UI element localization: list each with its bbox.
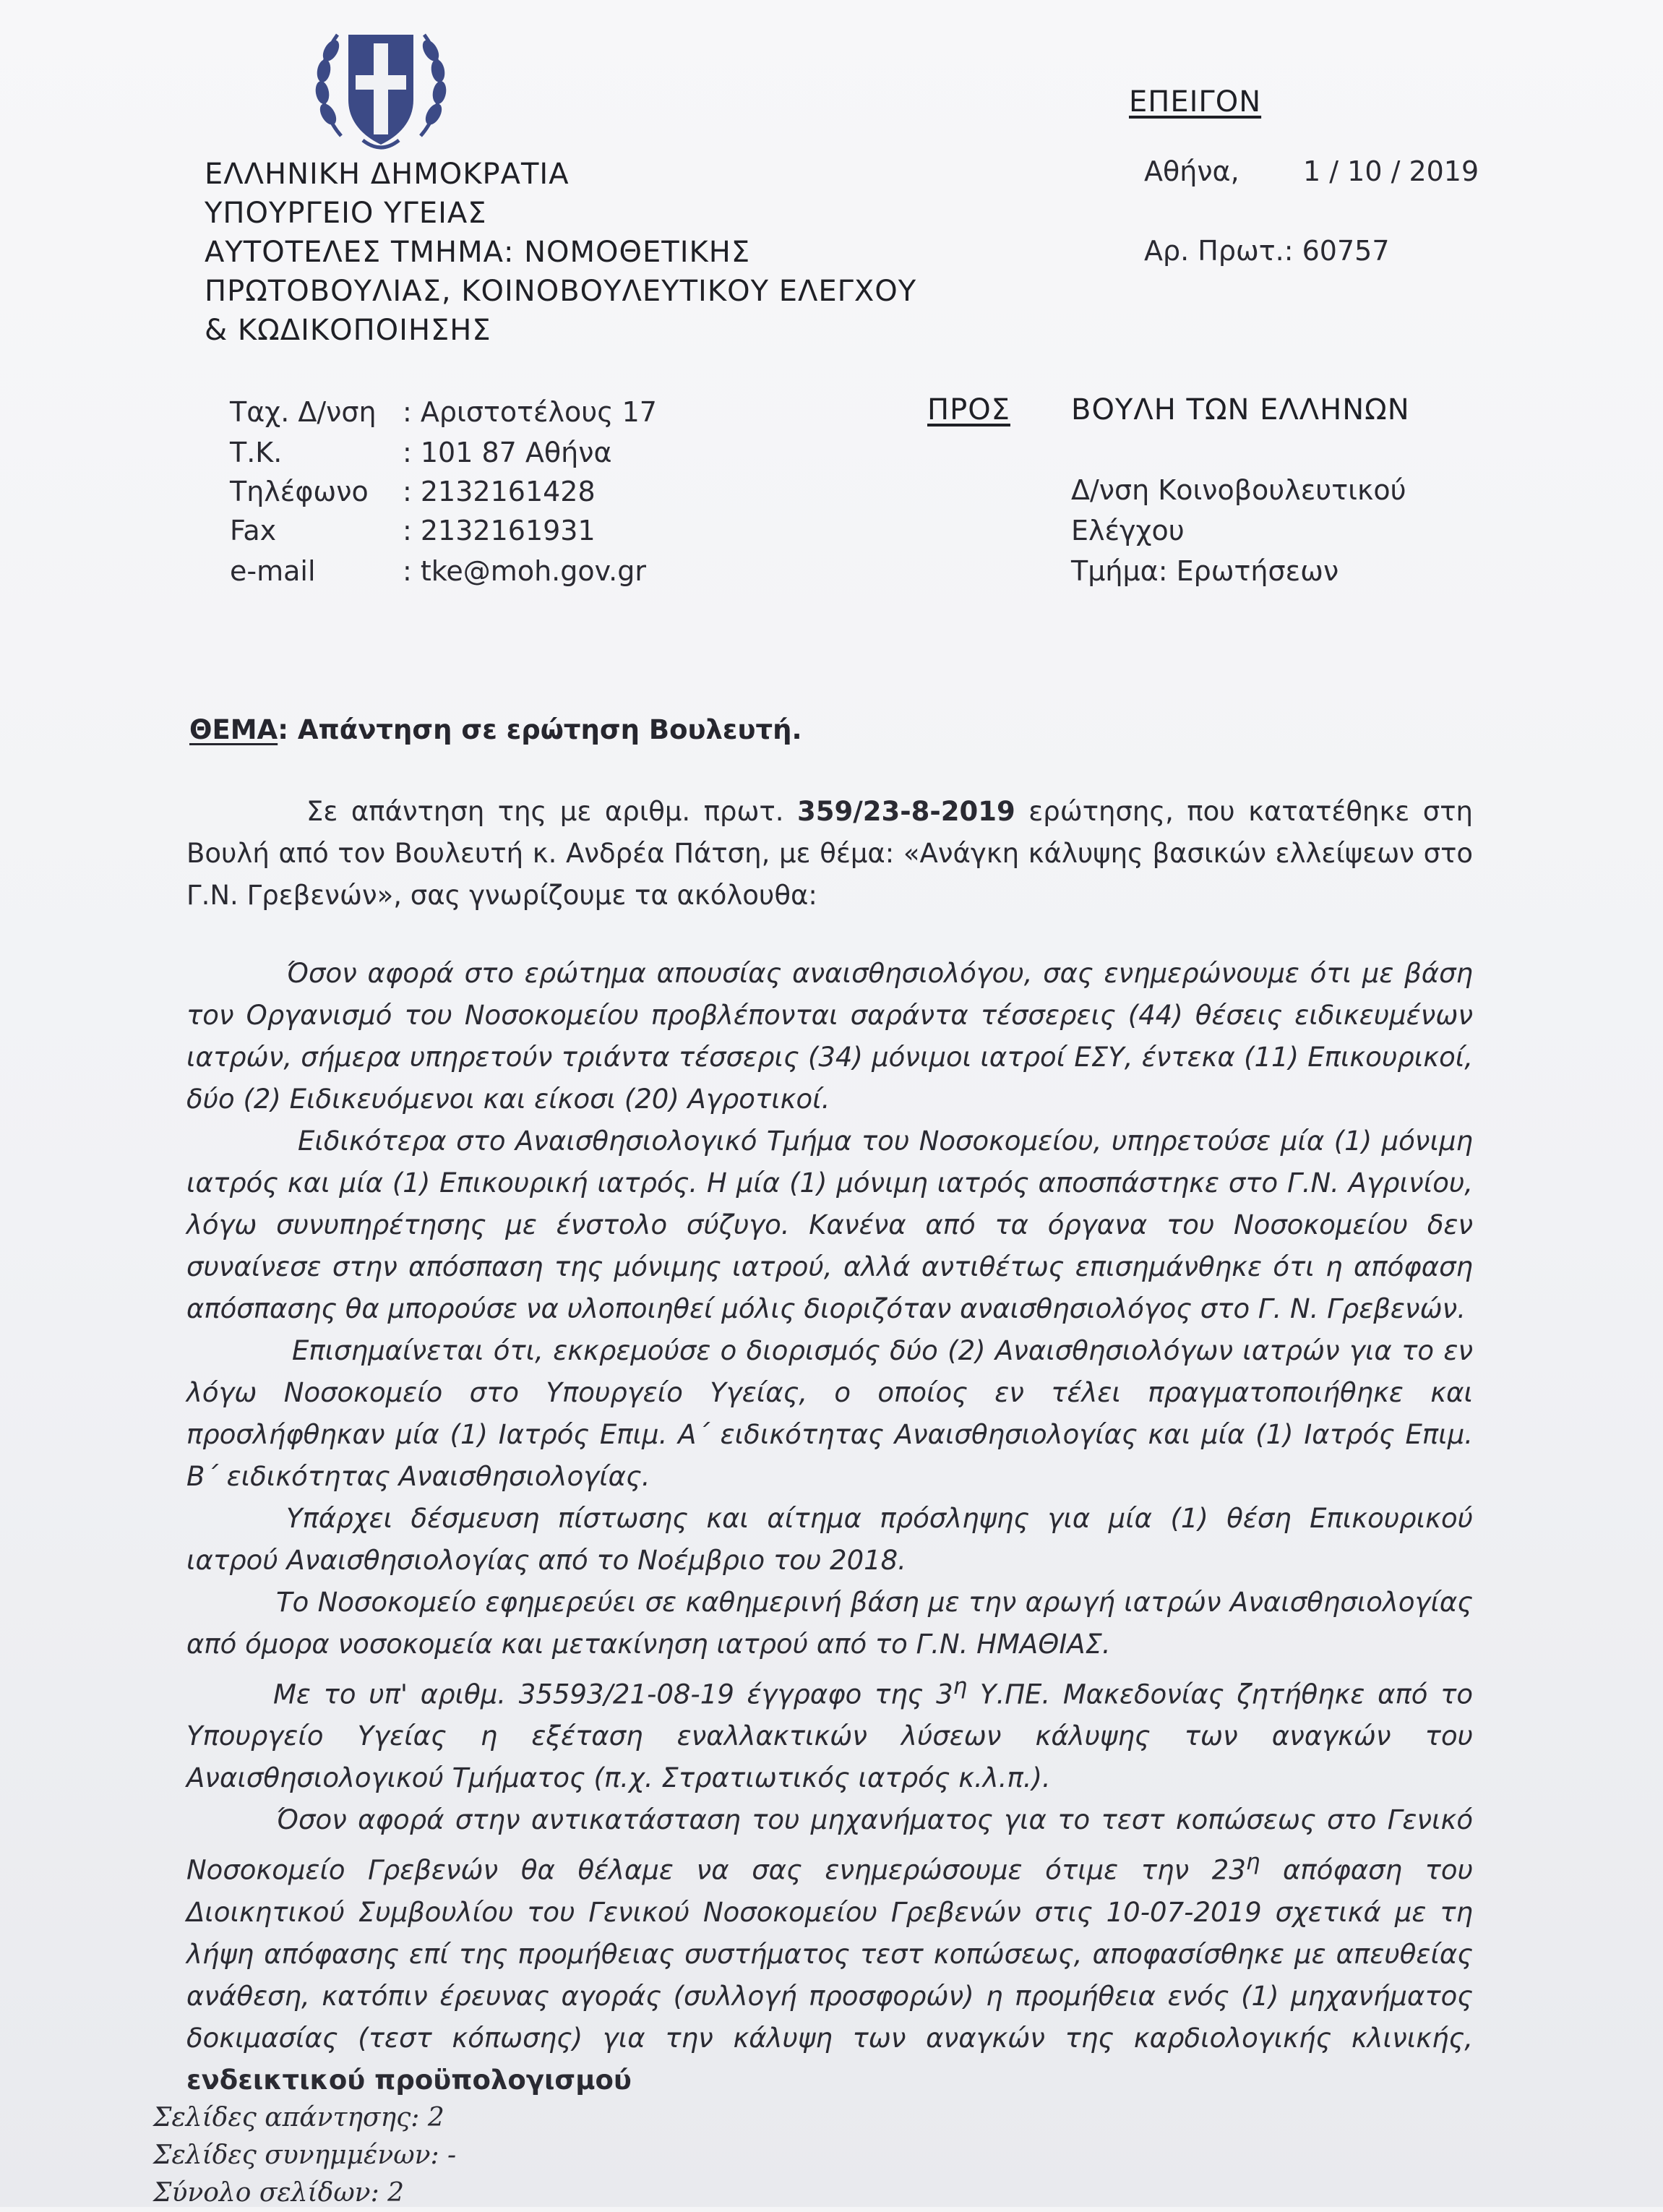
org-line-3: ΑΥΤΟΤΕΛΕΣ ΤΜΗΜΑ: ΝΟΜΟΘΕΤΙΚΗΣ <box>205 236 751 269</box>
answer-pages: Σελίδες απάντησης: 2 <box>153 2103 444 2132</box>
urgent-label: ΕΠΕΙΓΟΝ <box>1129 85 1262 119</box>
protocol-number: Αρ. Πρωτ.: 60757 <box>1144 235 1390 267</box>
intro-paragraph <box>186 791 1473 917</box>
intro-text-b: ερώτησης, που κατατέθηκε στη Βουλή από τον Βουλευτή κ. Ανδρέα Πάτση, με θέμα: «Ανάγκη κάλυψης βασικών ελλείψεων στο Γ.Ν. Γρεβενών», σας γνωρίζουμε τα ακόλουθα: <box>186 796 1473 911</box>
paragraph-4: Υπάρχει δέσμευση πίστωσης και αίτημα πρόσληψης για μία (1) θέση Επικουρικού ιατρού Αναισθησιολογίας από το Νοέμβριο του 2018. <box>186 1503 1473 1576</box>
fax-label: Fax <box>230 515 277 546</box>
paragraph-7 <box>186 1799 1473 2101</box>
intro-reference: 359/23-8-2019 <box>797 796 1015 827</box>
recipient-name: ΒΟΥΛΗ ΤΩΝ ΕΛΛΗΝΩΝ <box>1071 393 1410 426</box>
main-body <box>186 953 1473 2101</box>
city-label: Αθήνα, <box>1144 155 1239 187</box>
paragraph-1: Όσον αφορά στο ερώτημα απουσίας αναισθησιολόγου, σας ενημερώνουμε ότι με βάση τον Οργανισμό του Νοσοκομείου προβλέπονται σαράντα τέσσερεις (44) θέσεις ειδικευμένων ιατρών, σήμερα υπηρετούν τριάντα τέσσερις (34) μόνιμοι ιατροί ΕΣΥ, έντεκα (11) Επικουρικοί, δύο (2) Ειδικευόμενοι και είκοσι (20) Αγροτικοί. <box>186 958 1473 1115</box>
recipient-dept-line-2: Ελέγχου <box>1071 515 1185 546</box>
recipient-dept-line-1: Δ/νση Κοινοβουλευτικού <box>1071 474 1406 506</box>
address-value: : Αριστοτέλους 17 <box>403 396 657 428</box>
postcode-value: : 101 87 Αθήνα <box>403 437 612 468</box>
paragraph-6-text-b: Υ.ΠΕ. Μακεδονίας ζητήθηκε από το Υπουργείο Υγείας η εξέταση εναλλακτικών λύσεων κάλυψης των αναγκών του Αναισθησιολογικού Τμήματος (π.χ. Στρατιωτικός ιατρός κ.λ.π.). <box>186 1679 1473 1794</box>
subject-label: ΘΕΜΑ <box>189 714 278 745</box>
org-line-4: ΠΡΩΤΟΒΟΥΛΙΑΣ, ΚΟΙΝΟΒΟΥΛΕΥΤΙΚΟΥ ΕΛΕΓΧΟΥ <box>205 275 917 308</box>
document-date: 1 / 10 / 2019 <box>1303 155 1479 187</box>
subject-text: : Απάντηση σε ερώτηση Βουλευτή. <box>278 714 802 745</box>
phone-value: : 2132161428 <box>403 476 596 507</box>
recipient-dept-line-3: Τμήμα: Ερωτήσεων <box>1071 555 1339 587</box>
email-value: : tke@moh.gov.gr <box>403 555 646 587</box>
org-line-1: ΕΛΛΗΝΙΚΗ ΔΗΜΟΚΡΑΤΙΑ <box>205 158 570 191</box>
intro-text-a: Σε απάντηση της με αριθμ. πρωτ. <box>306 796 798 827</box>
paragraph-2: Ειδικότερα στο Αναισθησιολογικό Τμήμα του Νοσοκομείου, υπηρετούσε μία (1) μόνιμη ιατρός και μία (1) Επικουρική ιατρός. Η μία (1) μόνιμη ιατρός αποσπάστηκε στο Γ.Ν. Αγρινίου, λόγω συνυπηρέτησης με ένστολο σύζυγο. Κανένα από τα όργανα του Νοσοκομείου δεν συναίνεσε στην απόσπαση της μόνιμης ιατρού, αλλά αντιθέτως επισημάνθηκε ότι η απόφαση απόσπασης θα μπορούσε να υλοποιηθεί μόλις διοριζόταν αναισθησιολόγος στο Γ. Ν. Γρεβενών. <box>186 1126 1473 1324</box>
total-pages: Σύνολο σελίδων: 2 <box>153 2178 405 2208</box>
greek-coat-of-arms-icon <box>312 13 450 158</box>
attachment-pages: Σελίδες συνημμένων: - <box>153 2140 457 2170</box>
paragraph-7-text-a: Όσον αφορά στην αντικατάσταση του μηχανήματος για το τεστ κοπώσεως στο Γενικό Νοσοκομείο Γρεβενών θα θέλαμε να σας ενημερώσουμε ότιμε την 23 <box>186 1804 1473 1886</box>
paragraph-7-text-b: απόφαση του Διοικητικού Συμβουλίου του Γενικού Νοσοκομείου Γρεβενών στις 10-07-2019 σχετικά με τη λήψη απόφασης επί της προμήθειας συστήματος τεστ κοπώσεως, αποφασίσθηκε με απευθείας ανάθεση, κατόπιν έρευνας αγοράς (συλλογή προσφορών) η προμήθεια ενός (1) μηχανήματος δοκιμασίας (τεστ κόπωσης) για την κάλυψη των αναγκών της καρδιολογικής κλινικής, <box>186 1854 1473 2054</box>
subject-line <box>189 714 802 745</box>
address-label: Ταχ. Δ/νση <box>230 396 377 428</box>
org-line-5: & ΚΩΔΙΚΟΠΟΙΗΣΗΣ <box>205 314 491 347</box>
fax-value: : 2132161931 <box>403 515 596 546</box>
paragraph-6 <box>186 1666 1473 1799</box>
paragraph-6-superscript: η <box>953 1673 968 1699</box>
paragraph-3: Επισημαίνεται ότι, εκκρεμούσε ο διορισμός δύο (2) Αναισθησιολόγων ιατρών για το εν λόγω Νοσοκομείο στο Υπουργείο Υγείας, ο οποίος εν τέλει πραγματοποιήθηκε και προσλήφθηκαν μία (1) Ιατρός Επιμ. Α΄ ειδικότητας Αναισθησιολογίας και μία (1) Ιατρός Επιμ. Β΄ ειδικότητας Αναισθησιολογίας. <box>186 1335 1473 1492</box>
phone-label: Τηλέφωνο <box>230 476 369 507</box>
org-line-2: ΥΠΟΥΡΓΕΙΟ ΥΓΕΙΑΣ <box>205 197 487 230</box>
paragraph-6-text-a: Με το υπ' αριθμ. 35593/21-08-19 έγγραφο της 3 <box>273 1679 953 1710</box>
email-label: e-mail <box>230 555 316 587</box>
postcode-label: Τ.Κ. <box>230 437 283 468</box>
paragraph-7-superscript: η <box>1245 1849 1260 1876</box>
paragraph-7-budget: ενδεικτικού προϋπολογισμού <box>186 2064 632 2096</box>
to-label: ΠΡΟΣ <box>927 393 1010 426</box>
page-count-footer <box>153 2099 456 2212</box>
paragraph-5: Το Νοσοκομείο εφημερεύει σε καθημερινή βάση με την αρωγή ιατρών Αναισθησιολογίας από όμορα νοσοκομεία και μετακίνηση ιατρού από το Γ.Ν. ΗΜΑΘΙΑΣ. <box>186 1587 1473 1660</box>
